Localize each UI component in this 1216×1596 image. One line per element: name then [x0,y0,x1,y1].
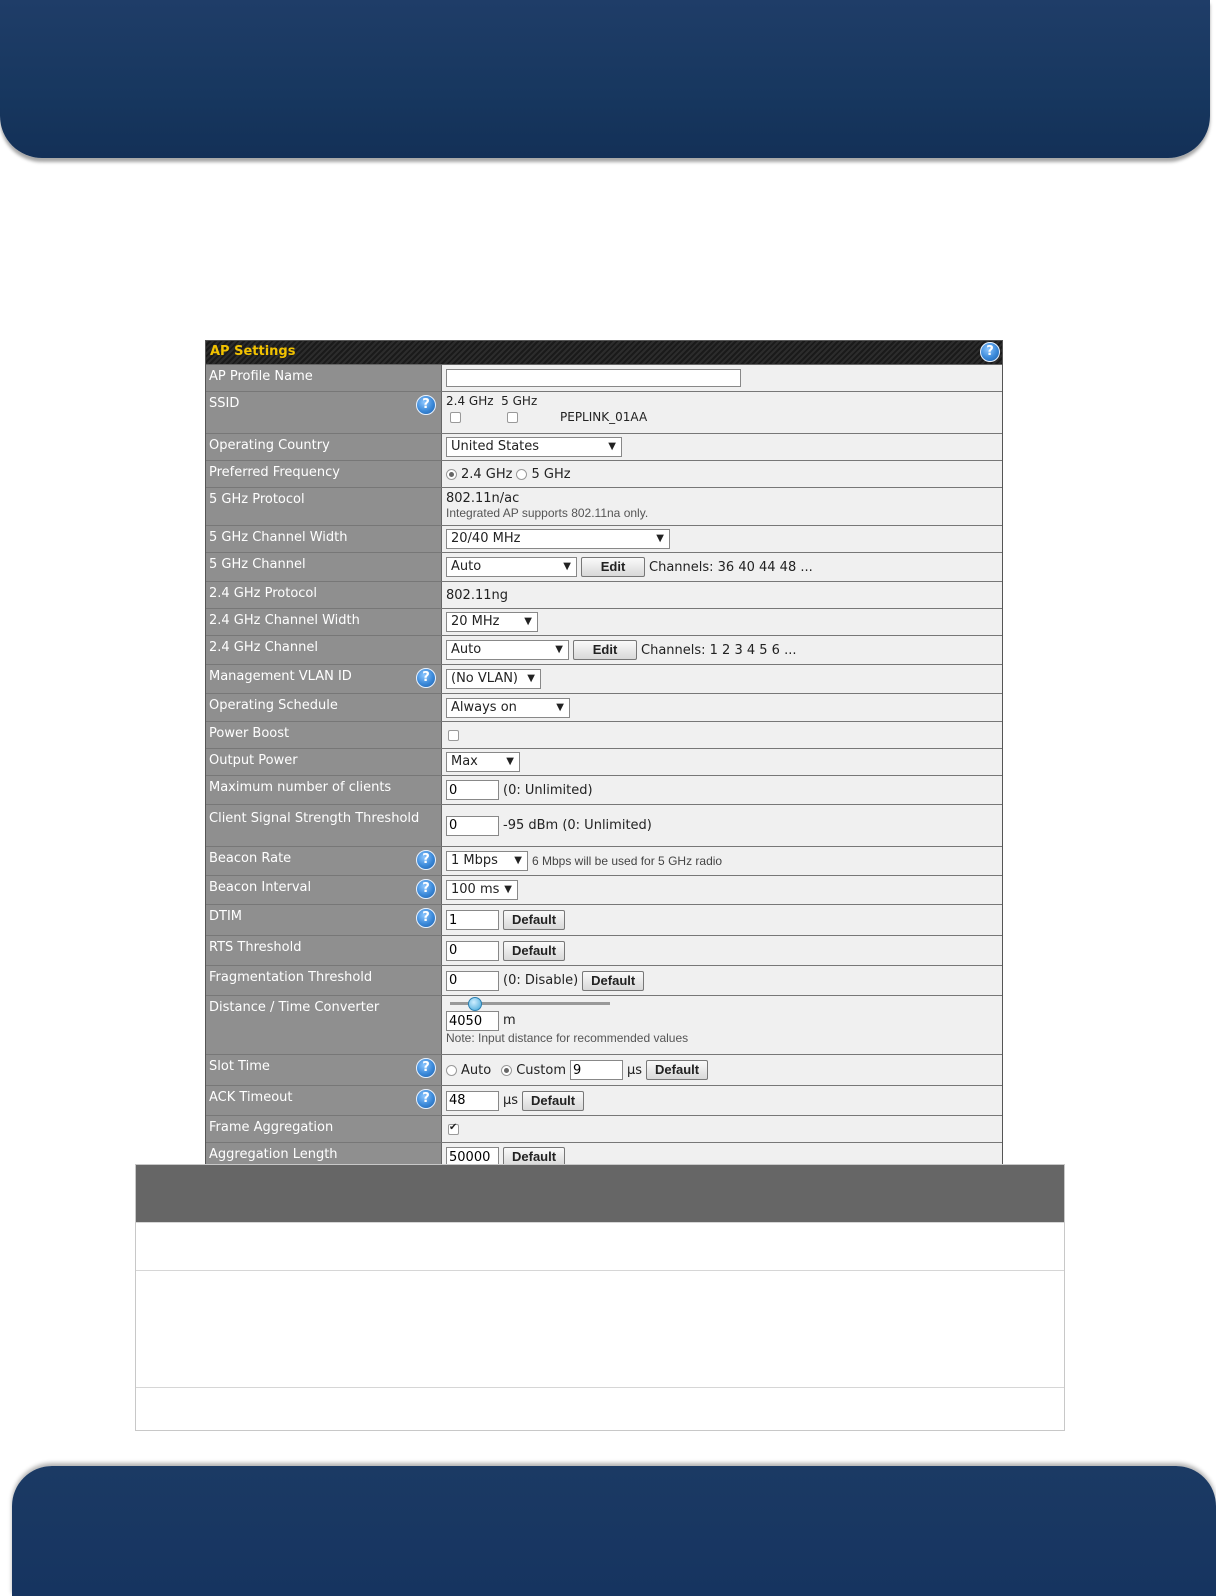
radio-24ghz[interactable] [446,469,457,480]
ssid-5-checkbox[interactable] [507,412,518,423]
vlan-selected: (No VLAN) [451,671,519,686]
label-chan5: 5 GHz Channel [206,553,442,581]
ap-settings-panel [205,340,1003,1172]
row-profile-name [206,365,1002,392]
help-icon[interactable]: ? [980,342,1000,362]
label-chan24: 2.4 GHz Channel [206,636,442,664]
frag-input[interactable] [446,971,499,991]
output-selected: Max [451,754,478,769]
chevron-down-icon: ▼ [555,644,563,655]
row-ack [206,1086,1002,1116]
slot-input[interactable] [570,1060,623,1080]
top-banner [0,0,1210,158]
label-proto24: 2.4 GHz Protocol [206,582,442,608]
vlan-label-text: Management VLAN ID [209,669,352,684]
chevron-down-icon: ▼ [563,561,571,572]
bottom-banner [12,1466,1216,1596]
profile-name-input[interactable] [446,369,741,387]
chevron-down-icon: ▼ [524,616,532,627]
table-row [136,1222,1064,1270]
chevron-down-icon: ▼ [608,441,616,452]
chevron-down-icon: ▼ [504,884,512,895]
chevron-down-icon: ▼ [527,673,535,684]
ack-default-button[interactable]: Default [522,1091,584,1111]
label-vlan [206,665,442,693]
row-max-clients [206,776,1002,805]
beacon-rate-note: 6 Mbps will be used for 5 GHz radio [532,854,723,868]
slot-auto-radio[interactable] [446,1065,457,1076]
rts-input[interactable] [446,941,499,961]
max-clients-hint: (0: Unlimited) [503,782,593,798]
chan24-selected: Auto [451,642,482,657]
row-schedule [206,694,1002,722]
beacon-rate-select[interactable] [446,851,528,871]
vlan-select[interactable] [446,669,541,689]
rts-default-button[interactable]: Default [503,941,565,961]
distance-note: Note: Input distance for recommended values [446,1031,689,1045]
beacon-interval-selected: 100 ms [451,882,500,897]
row-signal [206,805,1002,847]
ssid-band-5: 5 GHz [501,394,538,408]
signal-input[interactable] [446,816,499,836]
row-width24 [206,609,1002,636]
label-frag: Fragmentation Threshold [206,966,442,995]
help-icon[interactable]: ? [416,879,436,899]
ack-label-text: ACK Timeout [209,1090,293,1105]
distance-unit: m [503,1013,516,1028]
ack-input[interactable] [446,1091,499,1111]
row-beacon-interval [206,876,1002,905]
row-output [206,749,1002,776]
frame-agg-checkbox[interactable] [448,1124,459,1135]
slot-unit: μs [627,1062,643,1078]
chevron-down-icon: ▼ [556,701,564,713]
ssid-label-text: SSID [209,396,240,411]
panel-header [206,341,1002,365]
chan24-select[interactable] [446,640,569,660]
chevron-down-icon: ▼ [506,756,514,767]
distance-slider-handle[interactable] [468,997,482,1011]
proto5-note: Integrated AP supports 802.11na only. [446,506,649,520]
ssid-band-24: 2.4 GHz [446,394,494,408]
row-proto5 [206,488,1002,526]
label-output: Output Power [206,749,442,775]
ack-unit: μs [503,1093,519,1108]
row-rts [206,936,1002,966]
proto24-value: 802.11ng [446,587,508,603]
ssid-24-checkbox[interactable] [450,412,461,423]
label-beacon-interval [206,876,442,904]
label-frame-agg: Frame Aggregation [206,1116,442,1142]
label-slot [206,1055,442,1085]
help-icon[interactable]: ? [416,395,436,415]
label-profile-name: AP Profile Name [206,365,442,391]
frag-default-button[interactable]: Default [582,971,644,991]
row-distance [206,996,1002,1055]
description-table [135,1164,1065,1431]
help-icon[interactable]: ? [416,1058,436,1078]
table-header [136,1165,1064,1222]
slot-label-text: Slot Time [209,1059,270,1074]
row-beacon-rate [206,847,1002,876]
label-country: Operating Country [206,434,442,460]
row-chan24 [206,636,1002,665]
width5-selected: 20/40 MHz [451,531,521,546]
label-signal: Client Signal Strength Threshold [206,805,442,846]
label-rts: RTS Threshold [206,936,442,965]
chan5-channels: Channels: 36 40 44 48 ... [649,559,813,575]
label-beacon-rate [206,847,442,875]
beacon-rate-selected: 1 Mbps [451,853,498,868]
label-pref-freq: Preferred Frequency [206,461,442,487]
dtim-input[interactable] [446,910,499,930]
chan24-edit-button[interactable]: Edit [573,640,637,660]
row-country [206,434,1002,461]
chevron-down-icon: ▼ [656,533,664,544]
row-vlan [206,665,1002,694]
table-row [136,1387,1064,1430]
help-icon[interactable]: ? [416,908,436,928]
label-max-clients: Maximum number of clients [206,776,442,804]
ssid-name: PEPLINK_01AA [560,410,648,424]
beacon-rate-label-text: Beacon Rate [209,851,292,866]
width24-selected: 20 MHz [451,614,500,629]
row-slot [206,1055,1002,1086]
help-icon[interactable]: ? [416,850,436,870]
row-width5 [206,526,1002,553]
chevron-down-icon: ▼ [514,855,522,866]
row-frag [206,966,1002,996]
schedule-select[interactable] [446,698,570,718]
beacon-interval-label-text: Beacon Interval [209,880,312,895]
chan5-selected: Auto [451,559,482,574]
help-icon[interactable]: ? [416,1089,436,1109]
label-boost: Power Boost [206,722,442,748]
dtim-default-button[interactable]: Default [503,910,565,930]
panel-title: AP Settings [210,344,296,359]
label-width24: 2.4 GHz Channel Width [206,609,442,635]
agg-len-default-button[interactable]: Default [503,1147,565,1167]
chan5-edit-button[interactable]: Edit [581,557,645,577]
distance-slider[interactable] [450,1002,610,1005]
row-ssid [206,392,1002,434]
label-agg-len: Aggregation Length [206,1143,442,1171]
row-pref-freq [206,461,1002,488]
radio-5ghz-label: 5 GHz [531,466,571,482]
label-schedule: Operating Schedule [206,694,442,721]
beacon-interval-select[interactable] [446,880,518,900]
row-boost [206,722,1002,749]
help-icon[interactable]: ? [416,668,436,688]
schedule-selected: Always on [451,699,517,715]
width5-select[interactable] [446,529,670,549]
country-select[interactable] [446,437,622,457]
frag-hint: (0: Disable) [503,973,579,988]
label-dtim [206,905,442,935]
label-ack [206,1086,442,1115]
width24-select[interactable] [446,612,538,632]
proto5-value: 802.11n/ac [446,491,520,506]
slot-auto-label: Auto [461,1062,492,1078]
slot-custom-radio[interactable] [501,1065,512,1076]
label-width5: 5 GHz Channel Width [206,526,442,552]
power-boost-checkbox[interactable] [448,730,459,741]
radio-5ghz[interactable] [516,469,527,480]
row-chan5 [206,553,1002,582]
country-selected: United States [451,439,540,454]
row-dtim [206,905,1002,936]
slot-custom-label: Custom [516,1062,566,1078]
label-proto5: 5 GHz Protocol [206,488,442,525]
output-select[interactable] [446,752,520,772]
slot-default-button[interactable]: Default [646,1060,708,1080]
radio-24ghz-label: 2.4 GHz [461,466,513,482]
label-distance: Distance / Time Converter [206,996,442,1054]
row-frame-agg [206,1116,1002,1143]
label-ssid [206,392,442,433]
row-proto24 [206,582,1002,609]
signal-hint: -95 dBm (0: Unlimited) [503,818,652,833]
distance-input[interactable] [446,1011,499,1031]
table-row [136,1270,1064,1387]
dtim-label-text: DTIM [209,909,243,924]
chan24-channels: Channels: 1 2 3 4 5 6 ... [641,642,797,658]
chan5-select[interactable] [446,557,577,577]
max-clients-input[interactable] [446,780,499,800]
